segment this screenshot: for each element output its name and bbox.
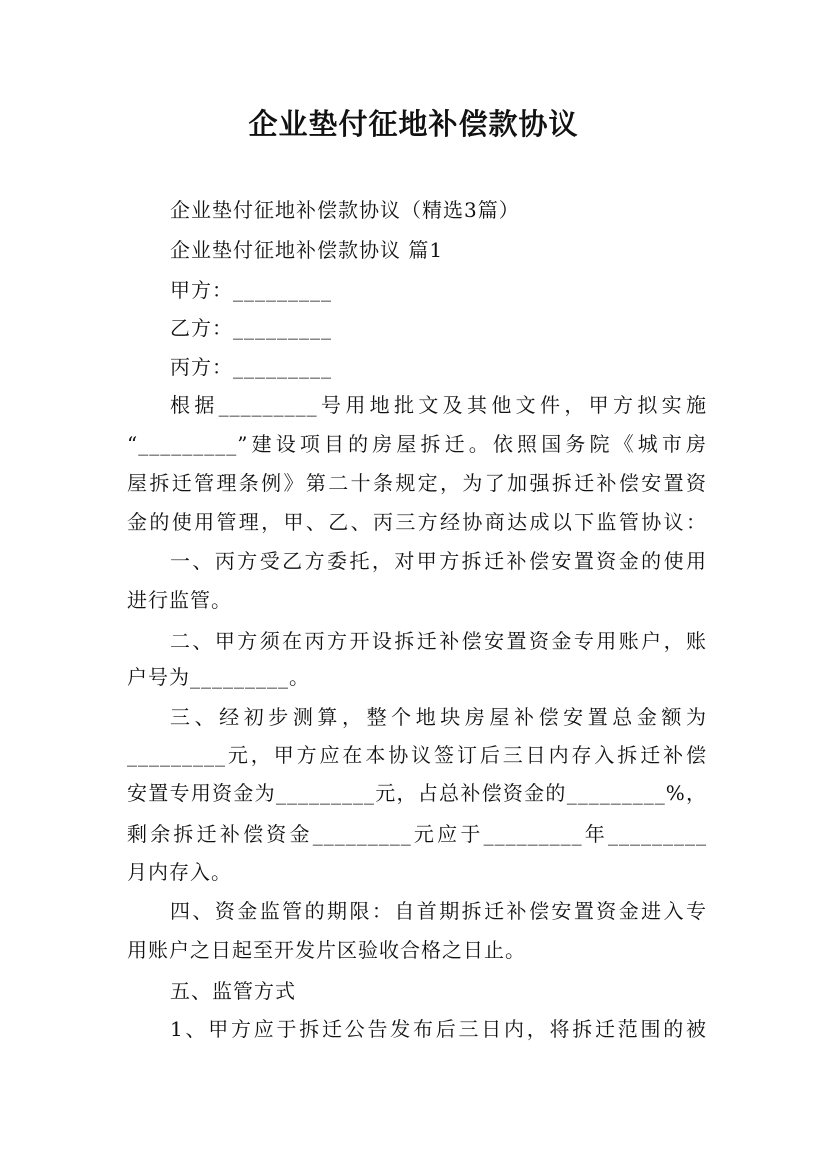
clause-four-line: 用账户之日起至开发片区验收合格之日止。	[127, 938, 526, 962]
clause-five-heading: 五、监管方式	[170, 979, 296, 1003]
subtitle-line: 企业垫付征地补偿款协议（精选3篇）	[170, 198, 520, 222]
clause-three-line: 剩余拆迁补偿资金_________元应于_________年_________	[127, 822, 707, 846]
section-heading: 企业垫付征地补偿款协议 篇1	[170, 238, 444, 262]
clause-two-line: 户号为_________。	[127, 665, 310, 689]
clause-two-line: 二、甲方须在丙方开设拆迁补偿安置资金专用账户，账	[170, 629, 707, 653]
party-b-line: 乙方：_________	[170, 316, 332, 340]
clause-one-line: 进行监管。	[127, 588, 232, 612]
clause-three-line: 三、经初步测算，整个地块房屋补偿安置总金额为	[170, 705, 707, 729]
clause-three-line: _________元，甲方应在本协议签订后三日内存入拆迁补偿	[127, 743, 707, 767]
party-a-line: 甲方：_________	[170, 278, 332, 302]
paragraph-line: 根据_________号用地批文及其他文件，甲方拟实施	[170, 393, 707, 417]
paragraph-line: 金的使用管理，甲、乙、丙三方经协商达成以下监管协议：	[127, 510, 707, 534]
document-title: 企业垫付征地补偿款协议	[248, 107, 579, 141]
clause-three-line: 安置专用资金为_________元，占总补偿资金的_________%，	[127, 781, 707, 805]
paragraph-line: 屋拆迁管理条例》第二十条规定，为了加强拆迁补偿安置资	[127, 471, 707, 495]
clause-four-line: 四、资金监管的期限：自首期拆迁补偿安置资金进入专	[170, 899, 707, 923]
clause-five-item-one: 1、甲方应于拆迁公告发布后三日内，将拆迁范围的被	[170, 1017, 707, 1041]
clause-one-line: 一、丙方受乙方委托，对甲方拆迁补偿安置资金的使用	[170, 549, 707, 573]
clause-three-line: 月内存入。	[127, 860, 232, 884]
paragraph-line: “_________”建设项目的房屋拆迁。依照国务院《城市房	[127, 432, 707, 456]
party-c-line: 丙方：_________	[170, 355, 332, 379]
